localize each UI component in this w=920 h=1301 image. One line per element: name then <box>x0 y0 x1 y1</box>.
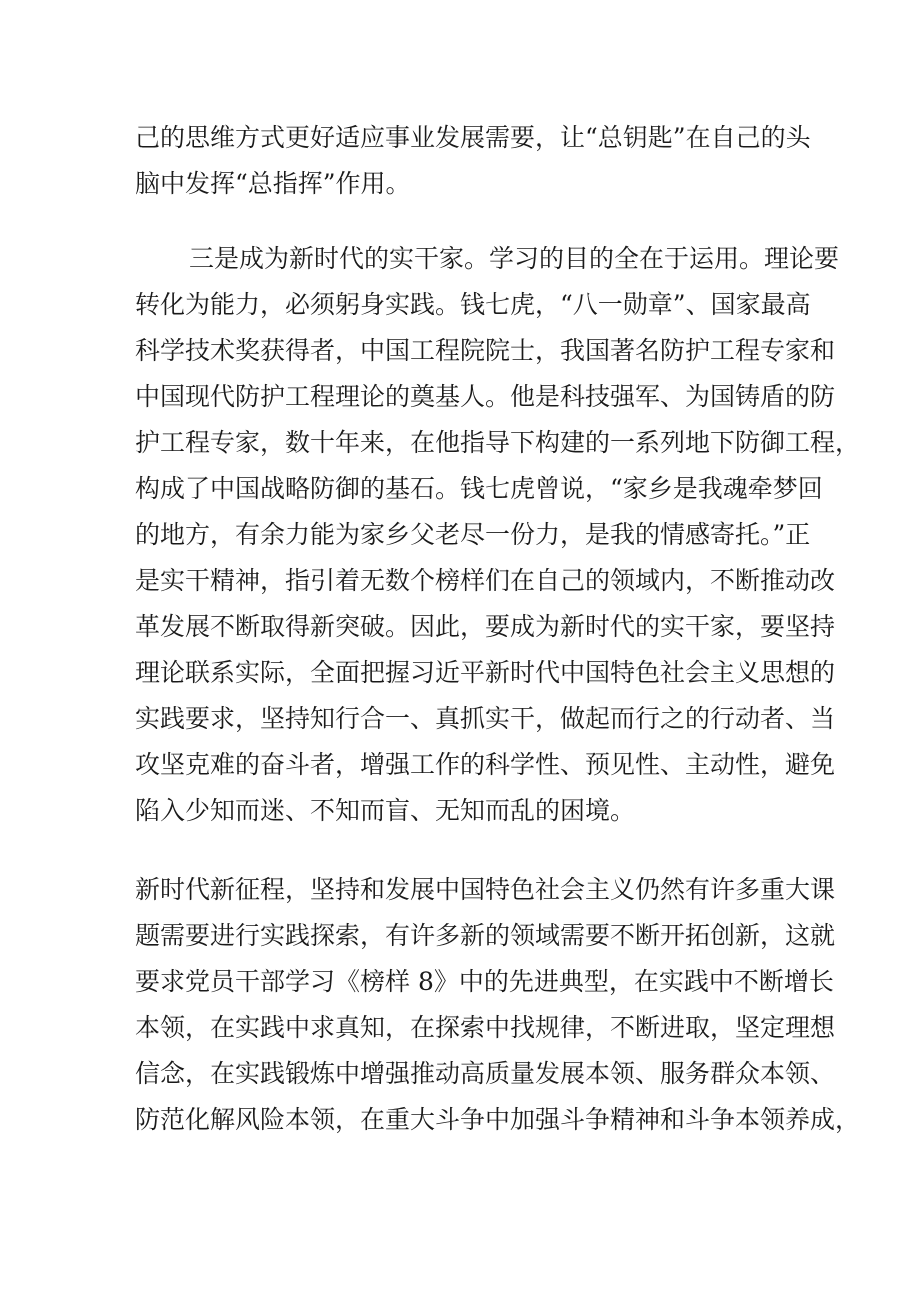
text-line: 题需要进行实践探索，有许多新的领域需要不断开拓创新，这就 <box>135 921 836 950</box>
text-line: 护工程专家，数十年来，在他指导下构建的一系列地下防御工程， <box>135 428 861 457</box>
text-line: 己的思维方式更好适应事业发展需要，让“总钥匙”在自己的头 <box>135 123 811 152</box>
text-line: 中国现代防护工程理论的奠基人。他是科技强军、为国铸盾的防 <box>135 382 836 411</box>
text-line: 三是成为新时代的实干家。学习的目的全在于运用。理论要 <box>189 244 840 273</box>
text-line: 科学技术奖获得者，中国工程院院士，我国著名防护工程专家和 <box>135 336 836 365</box>
text-line: 构成了中国战略防御的基石。钱七虎曾说，“家乡是我魂牵梦回 <box>135 474 823 503</box>
text-line: 信念，在实践锻炼中增强推动高质量发展本领、服务群众本领、 <box>135 1059 836 1088</box>
text-line: 的地方，有余力能为家乡父老尽一份力，是我的情感寄托。”正 <box>135 520 811 549</box>
paragraph-practical-doer <box>135 236 861 834</box>
text-line: 要求党员干部学习《榜样 8》中的先进典型，在实践中不断增长 <box>135 967 834 996</box>
paragraph-new-era <box>135 867 861 1143</box>
text-line: 脑中发挥“总指挥”作用。 <box>135 169 411 198</box>
text-line: 是实干精神，指引着无数个榜样们在自己的领域内，不断推动改 <box>135 566 836 595</box>
text-line: 转化为能力，必须躬身实践。钱七虎，“八一勋章”、国家最高 <box>135 290 811 319</box>
text-line: 理论联系实际，全面把握习近平新时代中国特色社会主义思想的 <box>135 658 836 687</box>
text-line: 本领，在实践中求真知，在探索中找规律，不断进取，坚定理想 <box>135 1013 836 1042</box>
text-line: 攻坚克难的奋斗者，增强工作的科学性、预见性、主动性，避免 <box>135 750 836 779</box>
paragraph-continuation <box>135 115 811 207</box>
text-line: 实践要求，坚持知行合一、真抓实干，做起而行之的行动者、当 <box>135 704 836 733</box>
text-line: 革发展不断取得新突破。因此，要成为新时代的实干家，要坚持 <box>135 612 836 641</box>
text-line: 陷入少知而迷、不知而盲、无知而乱的困境。 <box>135 796 636 825</box>
text-line: 新时代新征程，坚持和发展中国特色社会主义仍然有许多重大课 <box>135 875 836 904</box>
text-line: 防范化解风险本领，在重大斗争中加强斗争精神和斗争本领养成， <box>135 1105 861 1134</box>
